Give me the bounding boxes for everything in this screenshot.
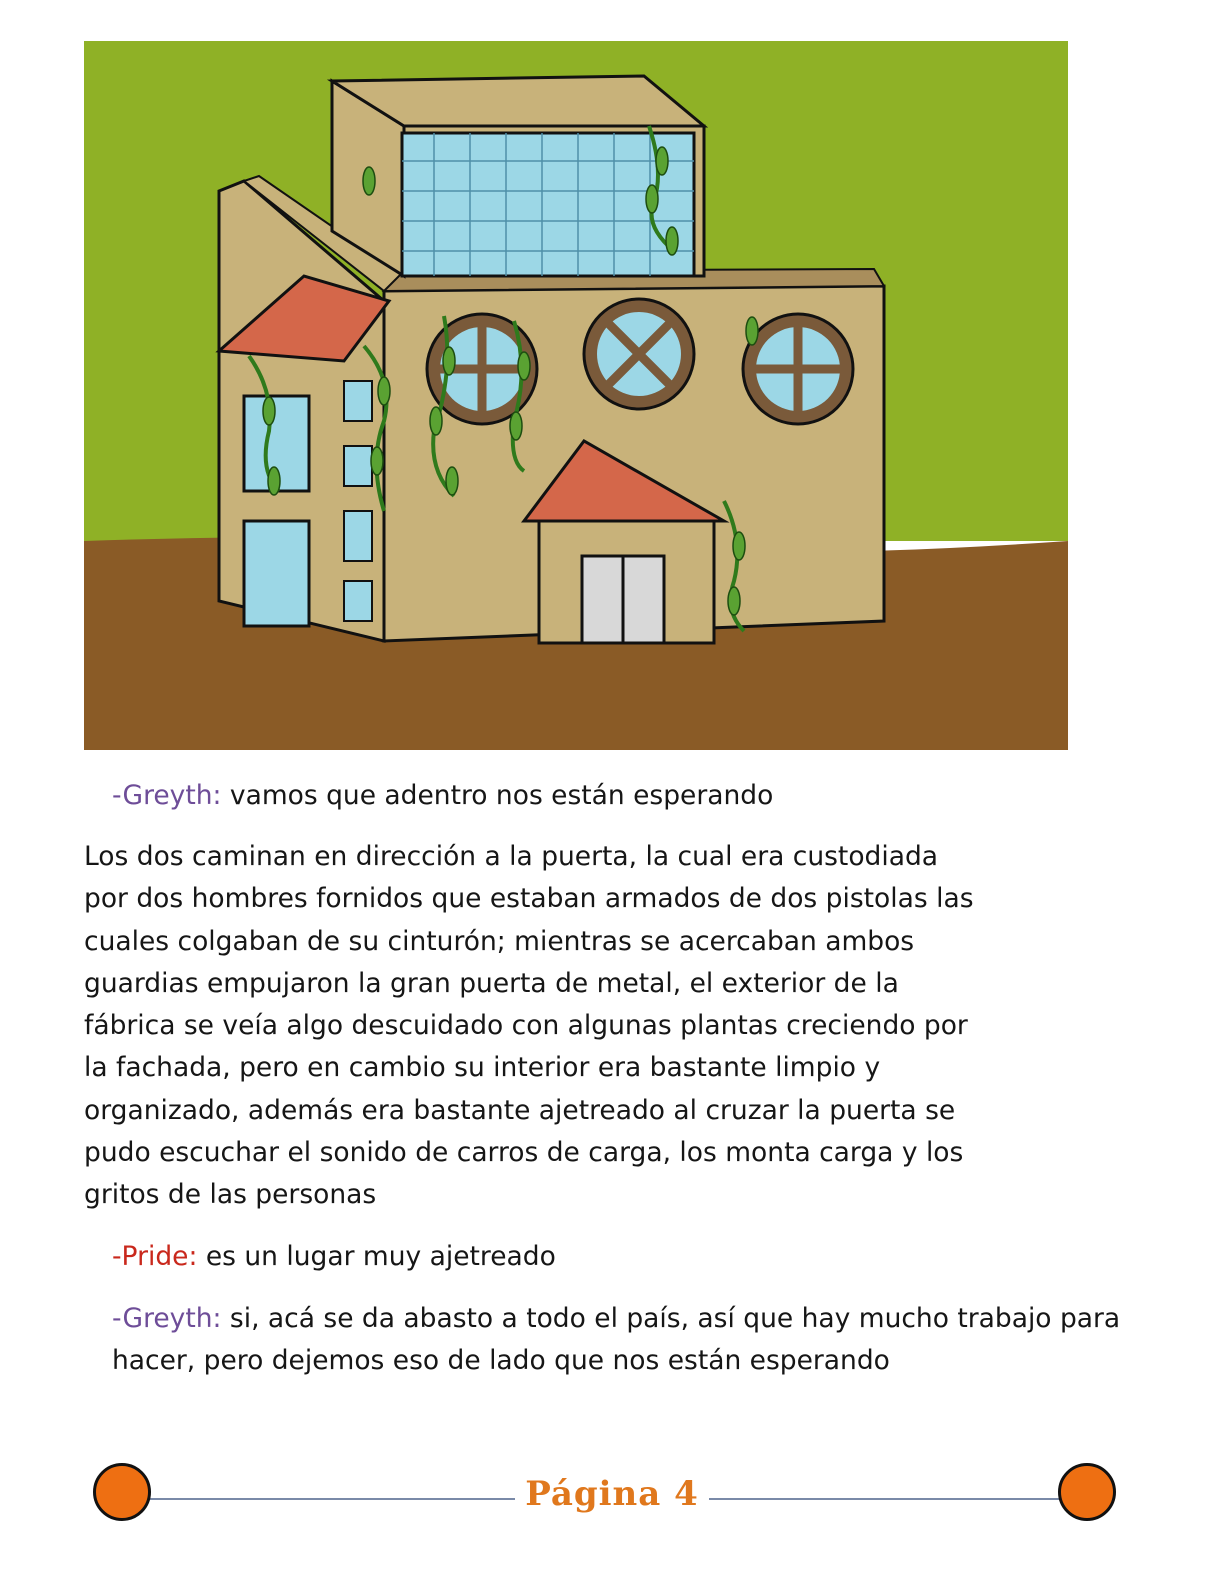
narration-line: fábrica se veía algo descuidado con algunas plantas creciendo por: [84, 1010, 968, 1042]
narration-line: la fachada, pero en cambio su interior era bastante limpio y: [84, 1052, 881, 1084]
speaker-name: -Greyth:: [112, 780, 222, 811]
page-number-text: Página 4: [515, 1474, 709, 1514]
narration-line: gritos de las personas: [84, 1179, 377, 1211]
dialogue-line: [112, 1298, 1122, 1382]
dialogue-text: vamos que adentro nos están esperando: [221, 780, 774, 811]
dialogue-line: [112, 775, 1122, 817]
vine-covered-factory-icon: [84, 41, 1068, 750]
dialogue-line: [112, 1236, 1122, 1278]
page-number: [0, 1474, 1224, 1514]
narration-line: Los dos caminan en dirección a la puerta, la cual era custodiada: [84, 841, 939, 872]
narration-line: organizado, además era bastante ajetreado al cruzar la puerta se: [84, 1094, 956, 1126]
narration-line: cuales colgaban de su cinturón; mientras se acercaban ambos: [84, 925, 915, 957]
narration-line: por dos hombres fornidos que estaban armados de dos pistolas las: [84, 883, 974, 915]
narration-paragraph: [84, 836, 1144, 1217]
factory-illustration: [84, 41, 1068, 750]
speaker-name: -Greyth:: [112, 1303, 222, 1334]
narration-line: guardias empujaron la gran puerta de metal, el exterior de la: [84, 967, 899, 999]
narration-line: pudo escuchar el sonido de carros de carga, los monta carga y los: [84, 1137, 964, 1169]
dialogue-text: si, acá se da abasto a todo el país, así que hay mucho trabajo para hacer, pero dejemos eso de lado que nos están esperando: [112, 1303, 1121, 1376]
speaker-name: -Pride:: [112, 1241, 198, 1272]
dialogue-text: es un lugar muy ajetreado: [197, 1241, 556, 1272]
page-footer: [0, 1460, 1224, 1540]
